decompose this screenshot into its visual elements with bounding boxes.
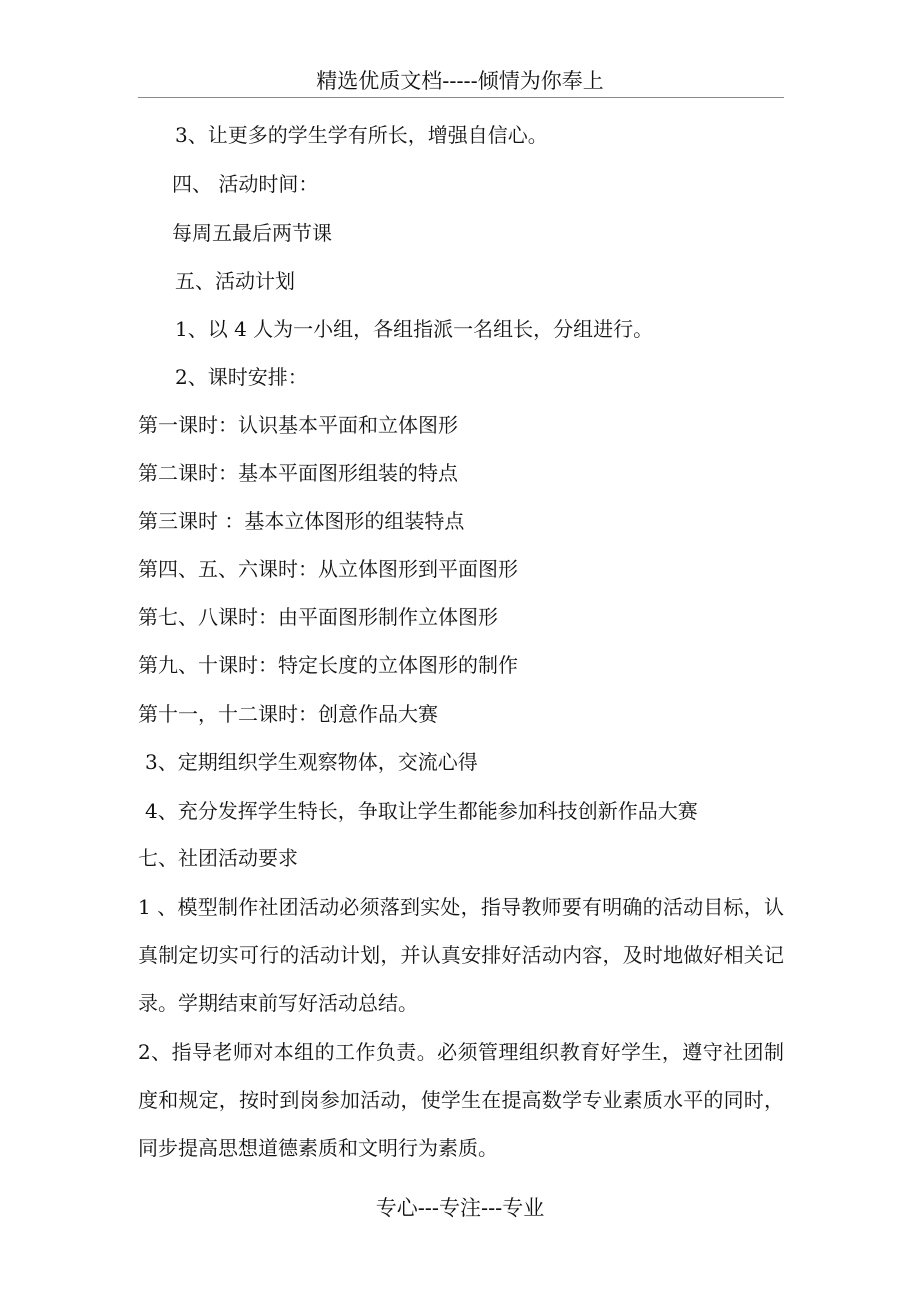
- section-heading-activity-plan: 五、活动计划: [175, 269, 295, 293]
- lesson-line: 第七、八课时：由平面图形制作立体图形: [138, 605, 498, 629]
- lesson-line: 第九、十课时：特定长度的立体图形的制作: [138, 653, 518, 677]
- page-header: 精选优质文档-----倾情为你奉上: [316, 69, 604, 93]
- section-heading-activity-time: 四、 活动时间：: [172, 172, 319, 196]
- text-line: 1、以 4 人为一小组，各组指派一名组长，分组进行。: [175, 317, 654, 341]
- section-heading-club-requirements: 七、社团活动要求: [138, 846, 298, 870]
- lesson-line: 第十一，十二课时：创意作品大赛: [138, 702, 438, 726]
- lesson-line: 第二课时：基本平面图形组装的特点: [138, 461, 458, 485]
- text-line: 2、课时安排：: [175, 365, 308, 389]
- text-line: 每周五最后两节课: [172, 221, 332, 245]
- page-footer: 专心---专注---专业: [375, 1196, 545, 1220]
- requirement-paragraph: 2、指导老师对本组的工作负责。必须管理组织教育好学生，遵守社团制度和规定，按时到岗参加活动，使学生在提高数学专业素质水平的同时，同步提高思想道德素质和文明行为素质。: [138, 1040, 784, 1160]
- requirement-paragraph: 1 、模型制作社团活动必须落到实处，指导教师要有明确的活动目标，认真制定切实可行的活动计划，并认真安排好活动内容，及时地做好相关记录。学期结束前写好活动总结。: [138, 895, 784, 1015]
- text-line: 4、充分发挥学生特长，争取让学生都能参加科技创新作品大赛: [145, 799, 698, 823]
- lesson-line: 第一课时：认识基本平面和立体图形: [138, 413, 458, 437]
- lesson-line: 第四、五、六课时：从立体图形到平面图形: [138, 557, 518, 581]
- lesson-line: 第三课时 ：基本立体图形的组装特点: [138, 509, 465, 533]
- header-divider: [138, 97, 784, 98]
- text-line: 3、让更多的学生学有所长，增强自信心。: [175, 123, 548, 147]
- text-line: 3、定期组织学生观察物体，交流心得: [145, 750, 478, 774]
